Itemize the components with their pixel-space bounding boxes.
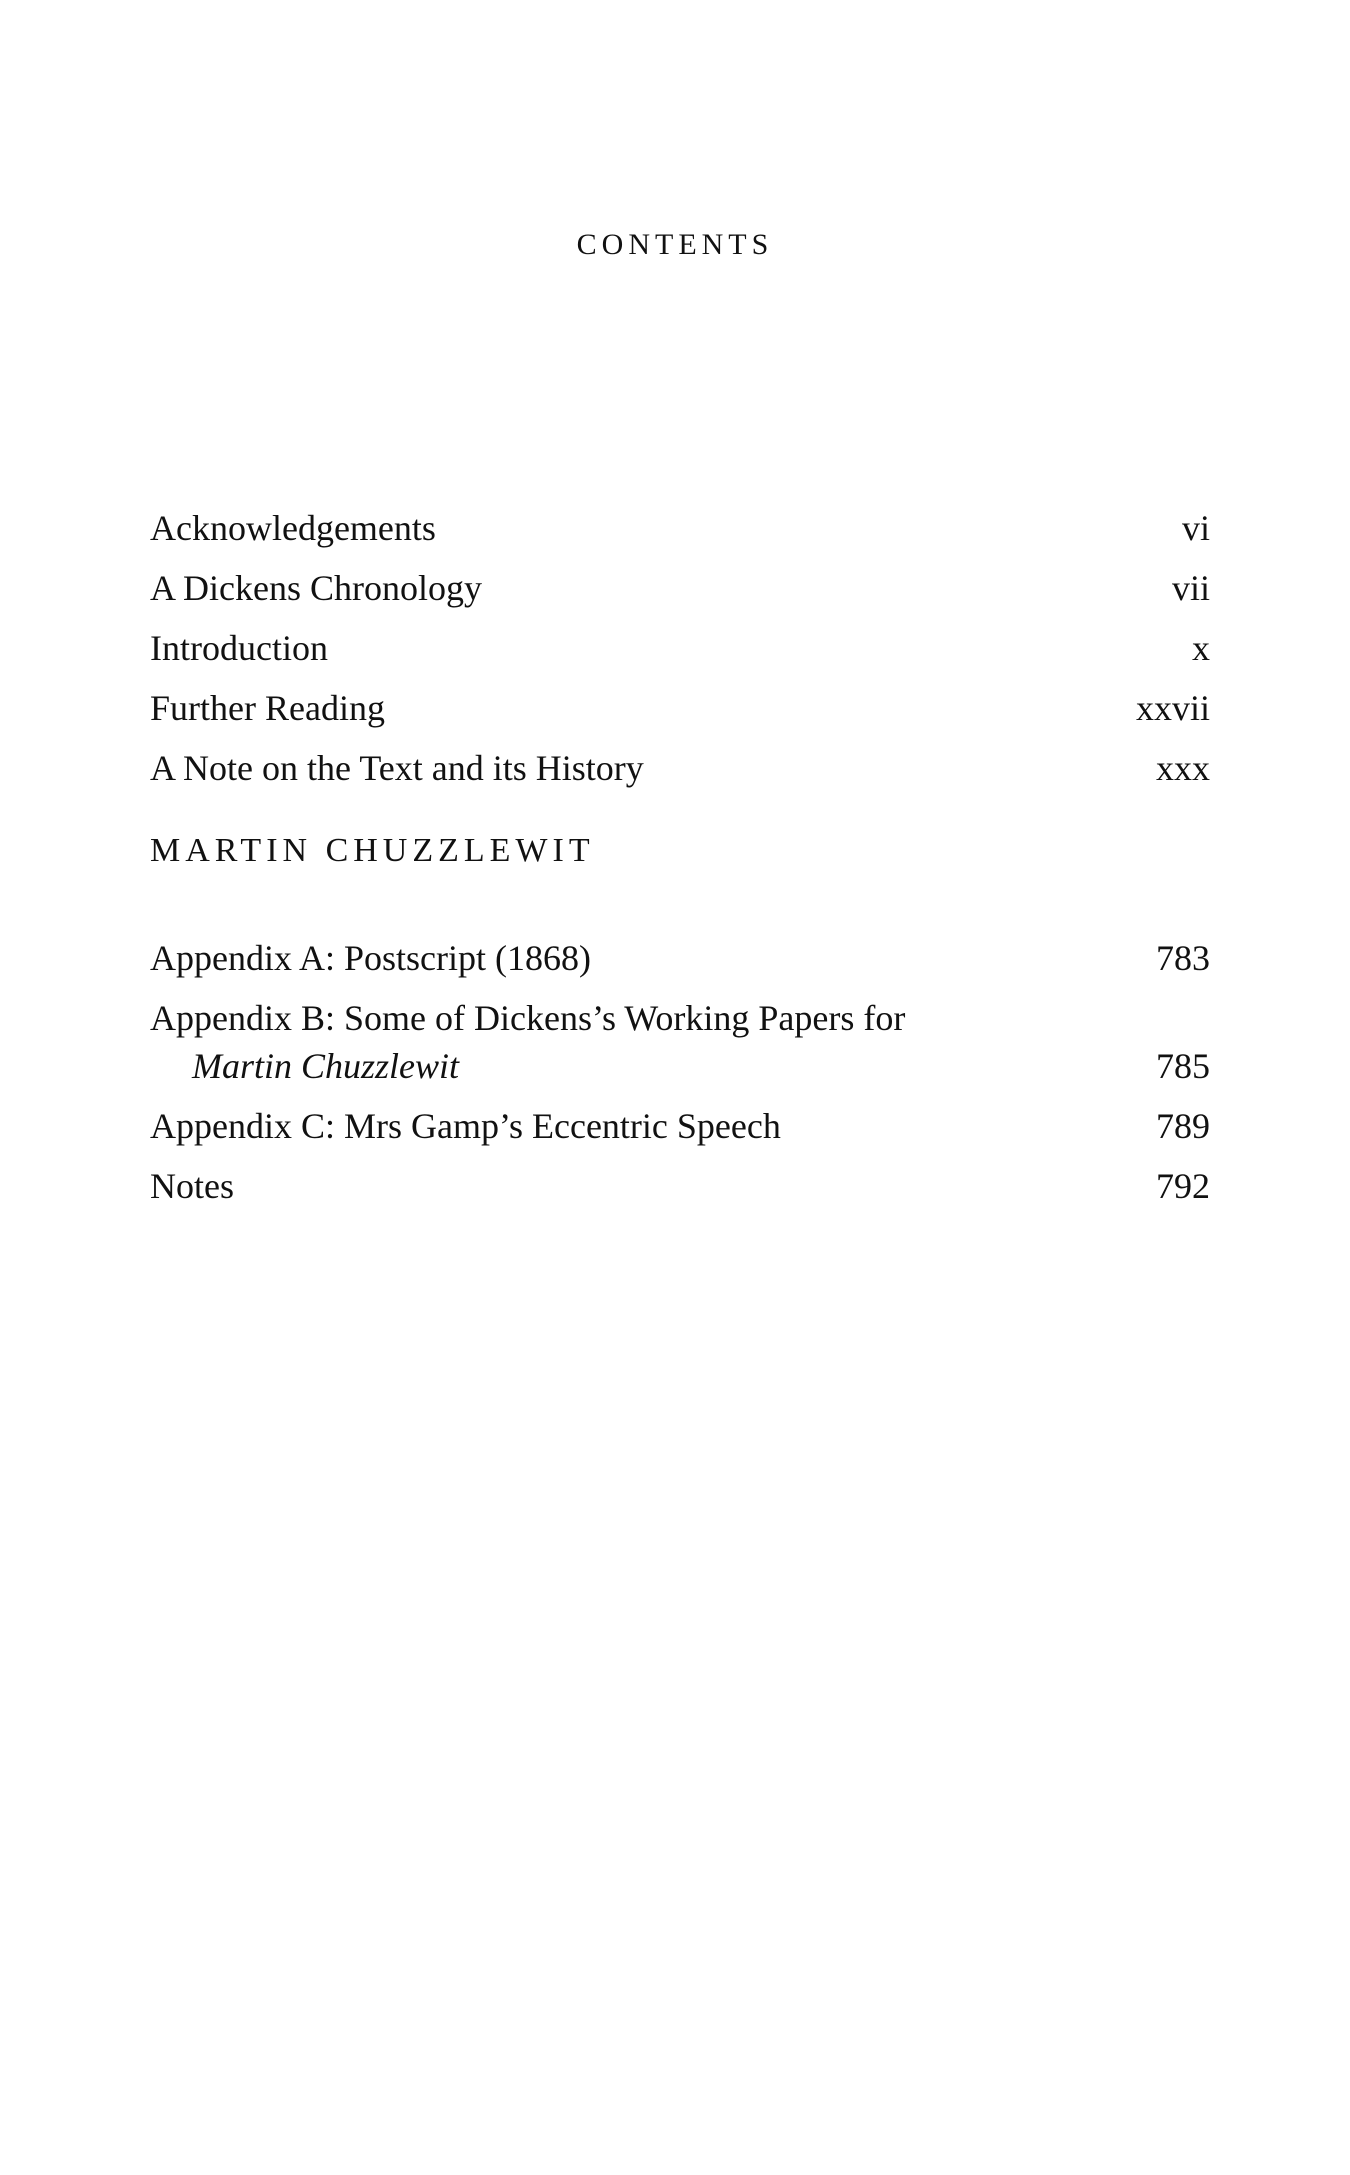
toc-entry-title: Appendix B: Some of Dickens’s Working Papers for (150, 998, 906, 1038)
toc-entry-title: Appendix C: Mrs Gamp’s Eccentric Speech (150, 1106, 781, 1146)
toc-entry[interactable] (150, 678, 1210, 738)
section-title: MARTIN CHUZZLEWIT (150, 832, 595, 869)
toc-entry[interactable] (150, 928, 1210, 988)
toc-entry-title: A Note on the Text and its History (150, 748, 644, 788)
toc-entry-title: Introduction (150, 628, 328, 668)
front-matter-list (150, 498, 1210, 798)
toc-entry[interactable] (150, 1096, 1210, 1156)
toc-entry[interactable] (150, 988, 1210, 1096)
toc-entry-subtitle: Martin Chuzzlewit (192, 1046, 460, 1086)
back-matter-list (150, 928, 1210, 1216)
toc-entry-title: Further Reading (150, 688, 385, 728)
toc-entry[interactable] (150, 1156, 1210, 1216)
toc-entry-title: Notes (150, 1166, 234, 1206)
toc-entry-title: Acknowledgements (150, 508, 436, 548)
toc-entry-page: 792 (1156, 1166, 1210, 1206)
toc-entry-page: 789 (1156, 1106, 1210, 1146)
toc-entry-page: xxx (1156, 748, 1210, 788)
toc-entry-page: x (1192, 628, 1210, 668)
toc-entry-page: xxvii (1135, 688, 1210, 728)
toc-entry-title-block (150, 994, 905, 1090)
toc-entry-title: A Dickens Chronology (150, 568, 482, 608)
toc-entry-page: 783 (1156, 938, 1210, 978)
toc-entry[interactable] (150, 738, 1210, 798)
toc-entry-page: vii (1171, 568, 1210, 608)
toc-entry-page: vi (1181, 508, 1210, 548)
page-title: CONTENTS (576, 228, 774, 261)
toc-entry[interactable] (150, 618, 1210, 678)
toc-entry-title: Appendix A: Postscript (1868) (150, 938, 591, 978)
toc-entry-page: 785 (1156, 1046, 1210, 1086)
toc-entry[interactable] (150, 558, 1210, 618)
toc-entry[interactable] (150, 498, 1210, 558)
